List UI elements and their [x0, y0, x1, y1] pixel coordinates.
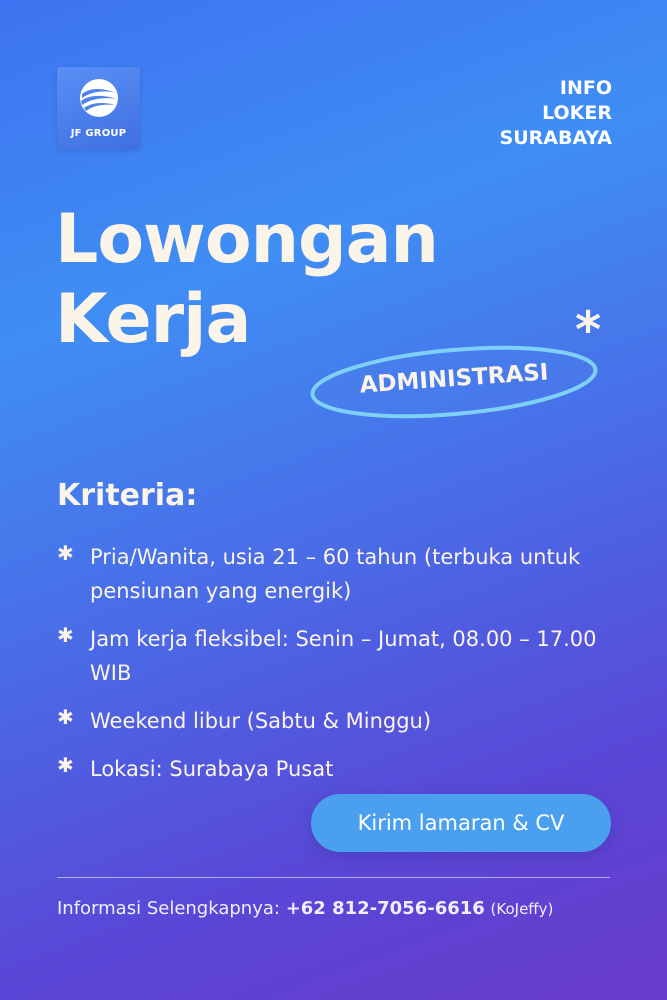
criteria-text: Jam kerja fleksibel: Senin – Jumat, 08.00 – 17.00 WIB — [90, 627, 597, 685]
send-application-button[interactable]: Kirim lamaran & CV — [311, 794, 611, 852]
contact-info — [57, 898, 553, 919]
contact-name: (KoJeffy) — [490, 900, 554, 918]
criteria-item — [57, 752, 617, 786]
contact-label: Informasi Selengkapnya: — [57, 898, 280, 919]
headline-line-1: Lowongan — [55, 200, 438, 279]
star-icon: * — [575, 301, 602, 359]
info-line: SURABAYA — [499, 127, 612, 149]
criteria-text: Pria/Wanita, usia 21 – 60 tahun (terbuka untuk pensiunan yang energik) — [90, 545, 581, 603]
company-logo — [57, 67, 140, 150]
info-loker-label — [500, 76, 612, 151]
info-line: LOKER — [542, 102, 612, 124]
criteria-text: Lokasi: Surabaya Pusat — [90, 757, 334, 781]
info-line: INFO — [559, 77, 612, 99]
divider — [57, 877, 610, 878]
contact-phone[interactable]: +62 812-7056-6616 — [285, 898, 485, 919]
criteria-item — [57, 704, 617, 738]
position-badge — [303, 338, 605, 422]
position-label: ADMINISTRASI — [358, 359, 550, 399]
criteria-item — [57, 540, 617, 608]
criteria-text: Weekend libur (Sabtu & Minggu) — [90, 709, 432, 733]
swirl-logo-icon — [78, 77, 120, 119]
criteria-list — [57, 540, 617, 800]
logo-text: JF GROUP — [70, 128, 127, 139]
criteria-item — [57, 622, 617, 690]
asterisk-bullet-icon: ✱ — [57, 753, 74, 777]
criteria-title: Kriteria: — [57, 478, 198, 513]
asterisk-bullet-icon: ✱ — [57, 705, 74, 729]
headline — [55, 200, 438, 360]
asterisk-bullet-icon: ✱ — [57, 623, 74, 647]
asterisk-bullet-icon: ✱ — [57, 541, 74, 565]
headline-line-2: Kerja — [55, 280, 251, 359]
